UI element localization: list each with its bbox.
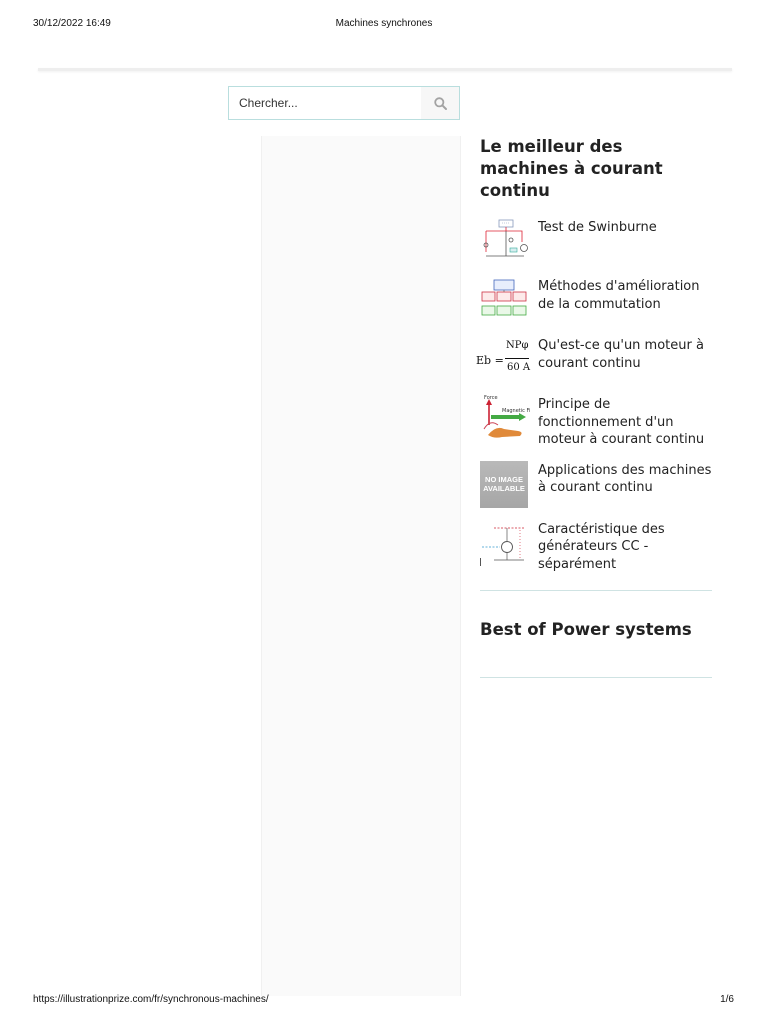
force-label: Force	[484, 395, 498, 401]
section-divider	[480, 677, 712, 678]
post-list	[476, 218, 712, 573]
no-image-thumbnail[interactable]	[480, 461, 528, 508]
search-input[interactable]	[229, 87, 419, 119]
list-item	[476, 336, 712, 383]
force-diagram-thumbnail[interactable]	[480, 395, 531, 442]
post-link[interactable]: Qu'est-ce qu'un moteur à courant continu	[538, 338, 704, 371]
search-button[interactable]	[421, 87, 459, 119]
page-url: https://illustrationprize.com/fr/synchronous-machines/	[33, 994, 269, 1005]
post-link[interactable]: Principe de fonctionnement d'un moteur à courant continu	[538, 397, 705, 447]
equation-lhs: Eb =	[476, 354, 504, 367]
magnetic-field-label: Magnetic Fi	[502, 408, 531, 414]
equation-denominator: 60 A	[507, 362, 531, 373]
header-rule	[38, 68, 732, 71]
page-number: 1/6	[720, 994, 734, 1005]
widget-title-dc-machines: Le meilleur des machines à courant continu	[480, 137, 663, 200]
post-link[interactable]: Applications des machines à courant continu	[538, 462, 712, 495]
equation-fraction-bar	[505, 358, 529, 359]
ad-placeholder	[261, 136, 461, 996]
circuit-diagram-thumbnail[interactable]	[480, 218, 528, 265]
post-link[interactable]: Caractéristique des générateurs CC - séparément	[538, 521, 665, 572]
section-divider	[480, 590, 712, 591]
no-image-placeholder: NO IMAGE AVAILABLE	[480, 461, 528, 508]
list-item	[480, 218, 712, 265]
search-form	[228, 86, 460, 120]
print-header	[0, 0, 768, 40]
equation-thumbnail[interactable]	[476, 336, 531, 383]
print-date: 30/12/2022 16:49	[33, 18, 111, 29]
post-link[interactable]: Test de Swinburne	[538, 220, 657, 235]
print-page-title: Machines synchrones	[335, 18, 433, 29]
post-link[interactable]: Méthodes d'amélioration de la commutation	[538, 279, 700, 312]
list-item	[480, 520, 712, 574]
search-icon	[434, 97, 447, 110]
widget-title-power-systems: Best of Power systems	[480, 620, 692, 639]
equation-numerator: NPφ	[506, 340, 529, 351]
sidebar	[476, 136, 712, 678]
list-item	[480, 461, 712, 508]
generator-circuit-thumbnail[interactable]	[480, 520, 528, 567]
list-item	[480, 277, 712, 324]
print-footer	[0, 990, 768, 1010]
list-item	[480, 395, 712, 449]
flowchart-thumbnail[interactable]	[480, 277, 528, 324]
